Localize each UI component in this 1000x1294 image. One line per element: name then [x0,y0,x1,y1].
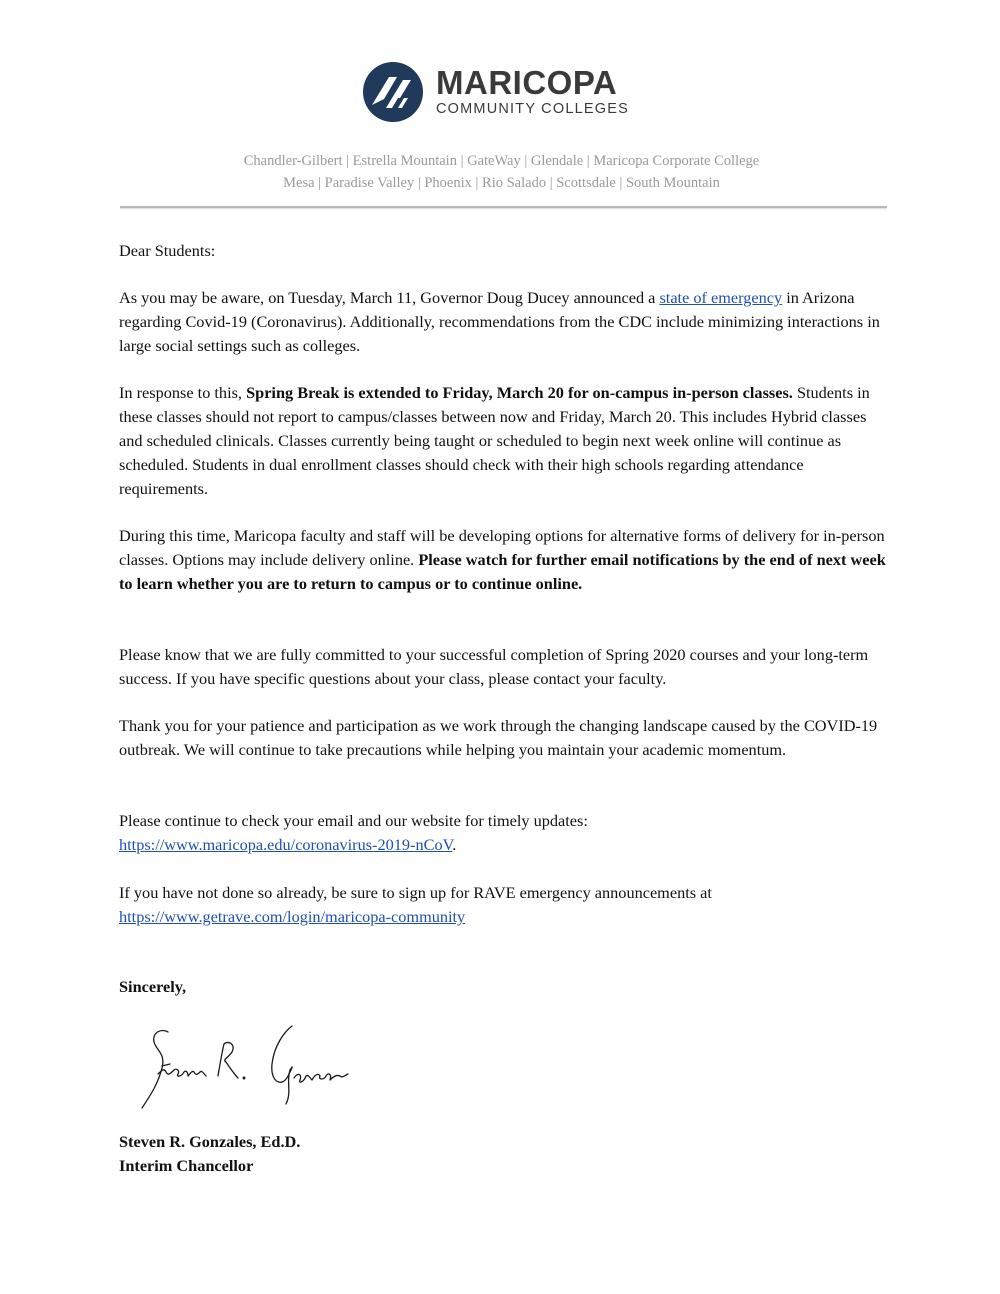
logo-subtitle: COMMUNITY COLLEGES [436,101,629,117]
p3-bold-text: Please watch for further email notifications by the end of next week to learn whether you are to return to campus or to continue online. [119,550,886,593]
handwritten-signature [136,1018,351,1113]
p1-text-b: in Arizona regarding Covid-19 (Coronavirus). Additionally, recommendations from the CDC include minimizing interactions in large social settings such as colleges. [119,288,880,355]
logo-wordmark [436,66,629,118]
maricopa-logo [362,60,629,124]
p6-text-b: . [452,835,457,854]
p3-text-a: During this time, Maricopa faculty and staff will be developing options for alternative forms of delivery for in-person classes. Options may include delivery online. [119,526,885,569]
logo-name: MARICOPA [436,64,618,101]
p2-text-b: Students in these classes should not report to campus/classes between now and Friday, March 20. This includes Hybrid classes and scheduled clinicals. Classes currently being taught or scheduled to begin next week online will continue as scheduled. Students in dual enrollment classes should check with their high schools regarding attendance requirements. [119,383,870,498]
coronavirus-updates-link[interactable]: https://www.maricopa.edu/coronavirus-2019-nCoV [119,835,453,854]
state-of-emergency-link[interactable]: state of emergency [659,288,783,307]
salutation [119,239,889,263]
paragraph-5 [119,714,889,762]
paragraph-4 [119,643,889,691]
paragraph-3 [119,524,889,596]
maricopa-logo-mark-icon [362,61,424,123]
salutation-text: Dear Students: [119,241,216,260]
paragraph-1 [119,286,889,358]
paragraph-7 [119,881,889,929]
p4-text: Please know that we are fully committed to your successful completion of Spring 2020 courses and your long-term success. If you have specific questions about your class, please contact your faculty. [119,645,869,688]
closing-text: Sincerely, [119,977,187,996]
college-list-line-1: Chandler-Gilbert | Estrella Mountain | GateWay | Glendale | Maricopa Corporate College [243,153,760,169]
p1-text-a: As you may be aware, on Tuesday, March 11, Governor Doug Ducey announced a [119,288,660,307]
p7-text-a: If you have not done so already, be sure to sign up for RAVE emergency announcements at [119,883,712,902]
rave-signup-link[interactable]: https://www.getrave.com/login/maricopa-community [119,907,466,926]
paragraph-2 [119,381,889,501]
college-list [0,150,1000,194]
paragraph-6 [119,809,889,857]
signer-title: Interim Chancellor [119,1156,254,1175]
signer-name: Steven R. Gonzales, Ed.D. [119,1132,301,1151]
p6-text-a: Please continue to check your email and our website for timely updates: [119,811,588,830]
closing [119,975,889,999]
signer-block [119,1130,889,1178]
p2-bold-text: Spring Break is extended to Friday, March 20 for on-campus in-person classes. [246,383,793,402]
p2-text-a: In response to this, [119,383,247,402]
p5-text: Thank you for your patience and participation as we work through the changing landscape caused by the COVID-19 outbreak. We will continue to take precautions while helping you maintain your academic momentum. [119,716,878,759]
header-divider [120,206,887,208]
college-list-line-2: Mesa | Paradise Valley | Phoenix | Rio Salado | Scottsdale | South Mountain [283,175,720,191]
